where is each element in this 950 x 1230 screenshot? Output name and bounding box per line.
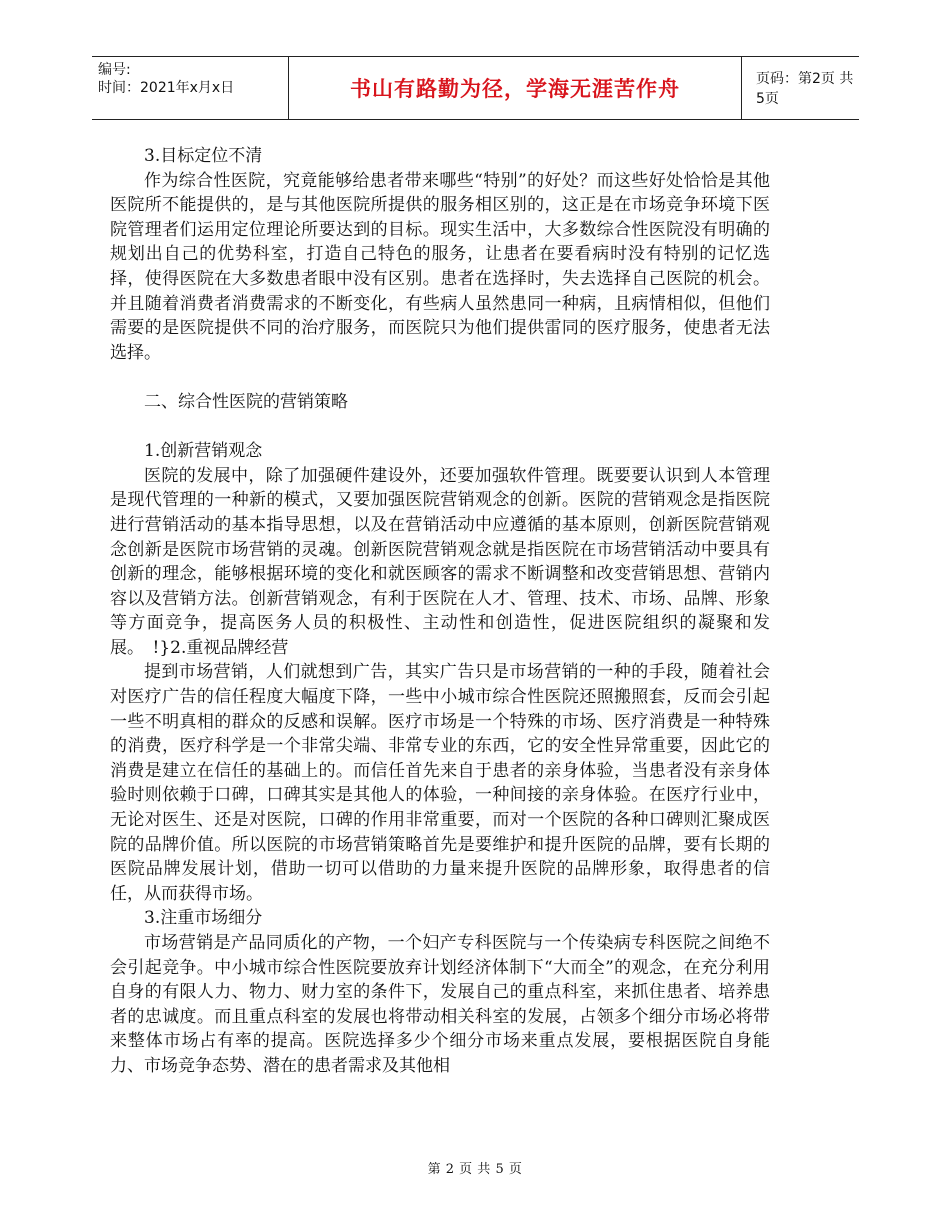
document-body [110, 144, 770, 1079]
subsection-title-goal-positioning: 3.目标定位不清 [144, 146, 263, 166]
page-footer: 第 2 页 共 5 页 [427, 1162, 523, 1177]
page-header [92, 56, 859, 120]
paragraph-positioning: 作为综合性医院，究竟能够给患者带来哪些“特别”的好处？而这些好处恰恰是其他医院所不能提供的，是与其他医院所提供的服务相区别的，这正是在市场竞争环境下医院管理者们运用定位理论所要达到的目标。现实生活中，大多数综合性医院没有明确的规划出自己的优势科室，打造自己特色的服务，让患者在要看病时没有特别的记忆选择，使得医院在大多数患者眼中没有区别。患者在选择时，失去选择自己医院的机会。并且随着消费者消费需求的不断变化，有些病人虽然患同一种病，且病情相似，但他们需要的是医院提供不同的治疗服务，而医院只为他们提供雷同的医疗服务，使患者无法选择。 [110, 170, 770, 363]
paragraph-segmentation: 市场营销是产品同质化的产物，一个妇产专科医院与一个传染病专科医院之间绝不会引起竞争。中小城市综合性医院要放弃计划经济体制下“大而全”的观念，在充分利用自身的有限人力、物力、财力室的条件下，发展自己的重点科室，来抓住患者、培养患者的忠诚度。而且重点科室的发展也将带动相关科室的发展，占领多个细分市场必将带来整体市场占有率的提高。医院选择多少个细分市场来重点发展，要根据医院自身能力、市场竞争态势、潜在的患者需求及其他相 [110, 933, 770, 1076]
section-title-marketing-strategy: 二、综合性医院的营销策略 [144, 391, 348, 412]
header-meta [92, 57, 288, 119]
paragraph-brand: 提到市场营销，人们就想到广告，其实广告只是市场营销的一种的手段，随着社会对医疗广告的信任程度大幅度下降，一些中小城市综合性医院还照搬照套，反而会引起一些不明真相的群众的反感和误解。医疗市场是一个特殊的市场、医疗消费是一种特殊的消费，医疗科学是一个非常尖端、非常专业的东西，它的安全性异常重要，因此它的消费是建立在信任的基础上的。而信任首先来自于患者的亲身体验，当患者没有亲身体验时则依赖于口碑，口碑其实是其他人的体验，一种间接的亲身体验。在医疗行业中，无论对医生、还是对医院，口碑的作用非常重要，而对一个医院的各种口碑则汇聚成医院的品牌价值。所以医院的市场营销策略首先是要维护和提升医院的品牌，要有长期的医院品牌发展计划，借助一切可以借助的力量来提升医院的品牌形象，取得患者的信任，从而获得市场。 [110, 662, 770, 904]
header-motto: 书山有路勤为径，学海无涯苦作舟 [288, 57, 742, 119]
header-page-info: 页码：第2页 共5页 [756, 71, 854, 107]
document-number-label: 编号: [98, 62, 131, 78]
subsection-title-market-segmentation: 3.注重市场细分 [144, 908, 263, 929]
paragraph-innovate-concept: 医院的发展中，除了加强硬件建设外，还要加强软件管理。既要要认识到人本管理是现代管理的一种新的模式，又要加强医院营销观念的创新。医院的营销观念是指医院进行营销活动的基本指导思想，以及在营销活动中应遵循的基本原则，创新医院营销观念创新是医院市场营销的灵魂。创新医院营销观念就是指医院在市场营销活动中要具有创新的理念，能够根据环境的变化和就医顾客的需求不断调整和改变营销思想、营销内容以及营销方法。创新营销观念，有利于医院在人才、管理、技术、市场、品牌、形象等方面竞争，提高医务人员的积极性、主动性和创造性，促进医院组织的凝聚和发展。 !}2.重视品牌经营 [110, 465, 770, 658]
subsection-title-innovate-concept: 1.创新营销观念 [144, 441, 263, 462]
document-time: 时间：2021年x月x日 [98, 80, 235, 96]
